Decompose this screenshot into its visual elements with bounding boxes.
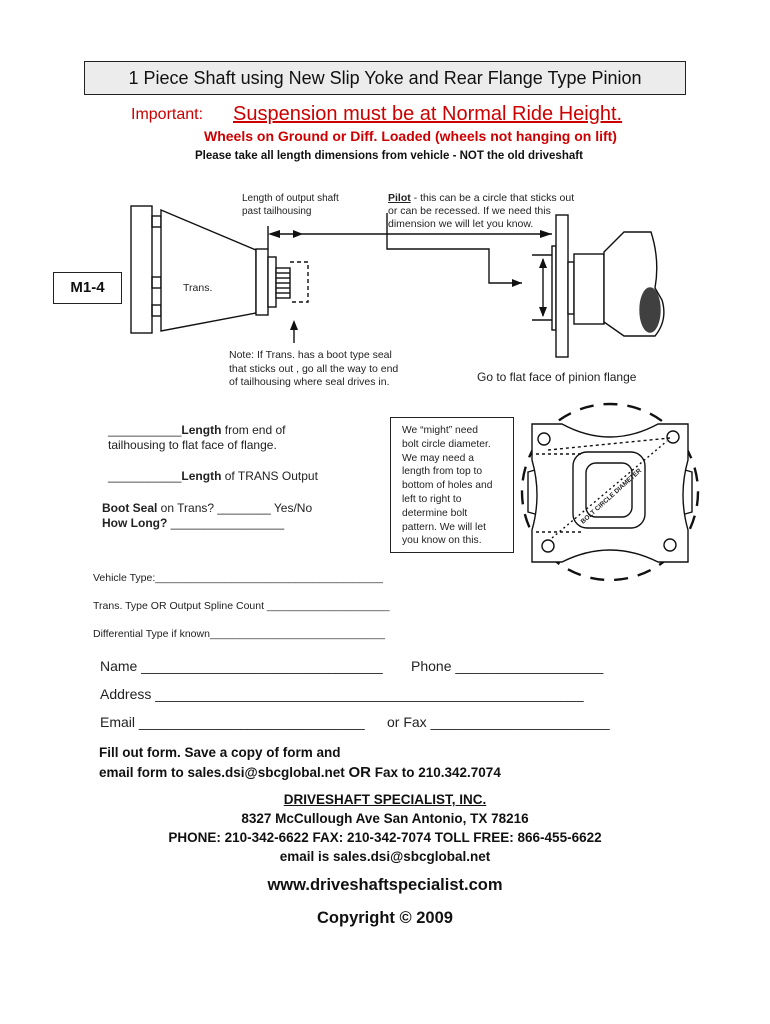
important-text: Suspension must be at Normal Ride Height.	[233, 103, 623, 125]
tailhousing-cone	[161, 210, 256, 331]
boot-seal-note: Note: If Trans. has a boot type seal that sticks out , go all the way to end of tailhousing where seal drives in.	[229, 349, 399, 388]
flange-label: Go to flat face of pinion flange	[477, 370, 637, 384]
trans-bolt-tab	[152, 216, 161, 227]
important-label: Important:	[131, 106, 204, 123]
company-website[interactable]: www.driveshaftspecialist.com	[267, 876, 503, 894]
phone-field[interactable]: Phone ___________________	[411, 658, 604, 674]
transmission-plate	[131, 206, 152, 333]
wheels-text: Wheels on Ground or Diff. Loaded (wheels not hanging on lift)	[204, 128, 617, 144]
email-field[interactable]: Email _____________________________	[100, 714, 365, 730]
company-email: email is sales.dsi@sbcglobal.net	[279, 849, 491, 864]
company-address: 8327 McCullough Ave San Antonio, TX 78216	[241, 811, 529, 826]
output-shaft-label: Length of output shaft past tailhousing	[242, 193, 339, 217]
spline-count-field[interactable]: Trans. Type OR Output Spline Count _____________________	[93, 600, 390, 612]
please-text: Please take all length dimensions from vehicle - NOT the old driveshaft	[195, 150, 583, 162]
name-field[interactable]: Name _______________________________	[100, 658, 383, 674]
seal-ring	[268, 257, 276, 307]
pinion-flange	[556, 215, 568, 357]
tailhousing-end	[256, 249, 268, 315]
trans-bolt-tab	[152, 277, 161, 288]
address-field[interactable]: Address _______________________________________________________	[100, 686, 584, 702]
vehicle-type-field[interactable]: Vehicle Type:_______________________________________	[93, 572, 384, 584]
instructions: Fill out form. Save a copy of form and email form to sales.dsi@sbcglobal.net OR Fax to 210.342.7074	[99, 745, 501, 781]
trans-label: Trans.	[183, 282, 213, 294]
copyright: Copyright © 2009	[317, 909, 453, 927]
differential-type-field[interactable]: Differential Type if known______________________________	[93, 628, 386, 640]
trans-bolt-tab	[152, 305, 161, 316]
bolt-circle-note: We “might” need bolt circle diameter. We may need a length from top to bottom of holes and left to right to determine bolt pattern. We will let you know on this.	[390, 417, 514, 553]
fax-field[interactable]: or Fax _______________________	[387, 714, 610, 730]
length-field[interactable]: ___________Length from end of tailhousing to flat face of flange.	[108, 423, 286, 452]
boot-seal-outline	[290, 262, 308, 302]
boot-seal-field[interactable]: Boot Seal on Trans? ________ Yes/No How Long? _________________	[102, 501, 313, 530]
pilot-note: Pilot - this can be a circle that sticks out or can be recessed. If we need this dimension we will let you know.	[388, 192, 575, 230]
model-label: M1-4	[53, 272, 122, 304]
company-name: DRIVESHAFT SPECIALIST, INC.	[283, 792, 487, 807]
page-title: 1 Piece Shaft using New Slip Yoke and Rear Flange Type Pinion	[128, 68, 642, 88]
company-phones: PHONE: 210-342-6622 FAX: 210-342-7074 TOLL FREE: 866-455-6622	[168, 830, 602, 845]
bolt-circle-label: BOLT CIRCLE DIAMETER	[579, 467, 644, 526]
trans-output-field[interactable]: ___________Length of TRANS Output	[108, 469, 318, 483]
